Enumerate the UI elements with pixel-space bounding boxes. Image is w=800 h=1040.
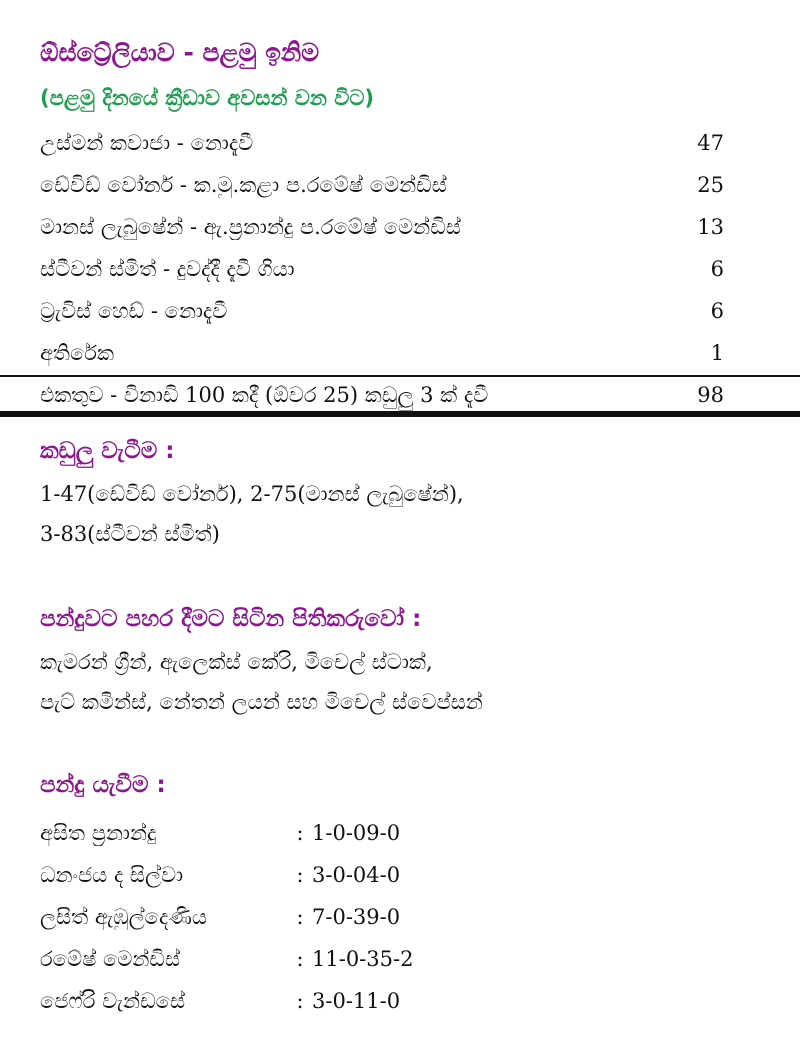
batting-table: [40, 122, 730, 374]
divider-bottom: [0, 411, 800, 417]
batter-runs: 6: [710, 257, 724, 281]
batting-row: [40, 332, 730, 374]
bowler-figures: 11-0-35-2: [312, 947, 414, 971]
total-row: [40, 379, 730, 411]
bowler-name: අසිත ප්‍රනාන්දු: [40, 820, 157, 845]
bowler-name: ධනංජය ද සිල්වා: [40, 862, 184, 887]
batting-row: [40, 248, 730, 290]
divider-top: [0, 375, 800, 377]
fall-of-wickets-line: 1-47(ඩේවිඩ් වෝනර්), 2-75(මානස් ලැබුෂේන්),: [40, 482, 464, 506]
batter-runs: 25: [697, 173, 724, 197]
bowling-row: [40, 854, 540, 896]
separator: :: [296, 989, 304, 1013]
bowler-name: රමේෂ් මෙන්ඩිස්: [40, 946, 181, 971]
batting-row: [40, 122, 730, 164]
bowling-table: [40, 812, 540, 1022]
total-runs: 98: [697, 383, 724, 407]
batter-name: ට්‍රැවිස් හෙඩ් - නොදැවී: [40, 298, 228, 323]
bowling-row: [40, 896, 540, 938]
batter-name: ඩේවිඩ් වෝනර් - ක.මු.කළා ප.රමේෂ් මෙන්ඩිස්: [40, 172, 447, 197]
bowler-figures: 1-0-09-0: [312, 821, 401, 845]
bowler-name: ජෙෆ්රි වැන්ඩසේ: [40, 988, 186, 1013]
bowling-row: [40, 812, 540, 854]
fall-of-wickets-heading: කඩුලු වැටීම :: [40, 438, 175, 464]
batter-name: ස්ටීවන් ස්මිත් - දුවද්දී දැවී ගියා: [40, 256, 295, 281]
extras-label: අතිරේක: [40, 340, 115, 365]
separator: :: [296, 821, 304, 845]
bowler-figures: 7-0-39-0: [312, 905, 401, 929]
fall-of-wickets-line: 3-83(ස්ටීවන් ස්මිත්): [40, 522, 220, 546]
batting-row: [40, 164, 730, 206]
bowler-figures: 3-0-04-0: [312, 863, 401, 887]
yet-to-bat-line: පැට් කමින්ස්, නේතන් ලයන් සහ මිචෙල් ස්වෙප්සන්: [40, 690, 483, 714]
yet-to-bat-heading: පන්දුවට පහර දීමට සිටින පිතිකරුවෝ :: [40, 606, 422, 632]
separator: :: [296, 905, 304, 929]
batting-row: [40, 290, 730, 332]
yet-to-bat-line: කැමරන් ග්‍රීන්, ඇලෙක්ස් කේරි, මිචෙල් ස්ටාක්,: [40, 650, 433, 674]
batter-runs: 47: [697, 131, 724, 155]
batter-runs: 13: [697, 215, 724, 239]
bowler-figures: 3-0-11-0: [312, 989, 401, 1013]
bowling-row: [40, 980, 540, 1022]
separator: :: [296, 863, 304, 887]
total-section: [0, 375, 800, 425]
batter-name: මානස් ලැබුෂේන් - ඇ.ප්‍රනාන්දු ප.රමේෂ් මෙන්ඩිස්: [40, 214, 461, 239]
batter-runs: 6: [710, 299, 724, 323]
innings-title: ඕස්ට්‍රේලියාව - පළමු ඉනිම: [40, 38, 320, 67]
bowling-row: [40, 938, 540, 980]
extras-runs: 1: [710, 341, 724, 365]
total-label: එකතුව - විනාඩි 100 කදී (ඕවර 25) කඩුලු 3 ක් දැවී: [40, 382, 489, 407]
bowling-heading: පන්දු යැවීම :: [40, 772, 166, 798]
separator: :: [296, 947, 304, 971]
batting-row: [40, 206, 730, 248]
bowler-name: ලසිත් ඇඹුල්දෙණිය: [40, 904, 207, 929]
batter-name: උස්මන් කවාජා - නොදැවී: [40, 130, 254, 155]
innings-subtitle: (පළමු දිනයේ ක්‍රීඩාව අවසන් වන විට): [40, 86, 375, 110]
